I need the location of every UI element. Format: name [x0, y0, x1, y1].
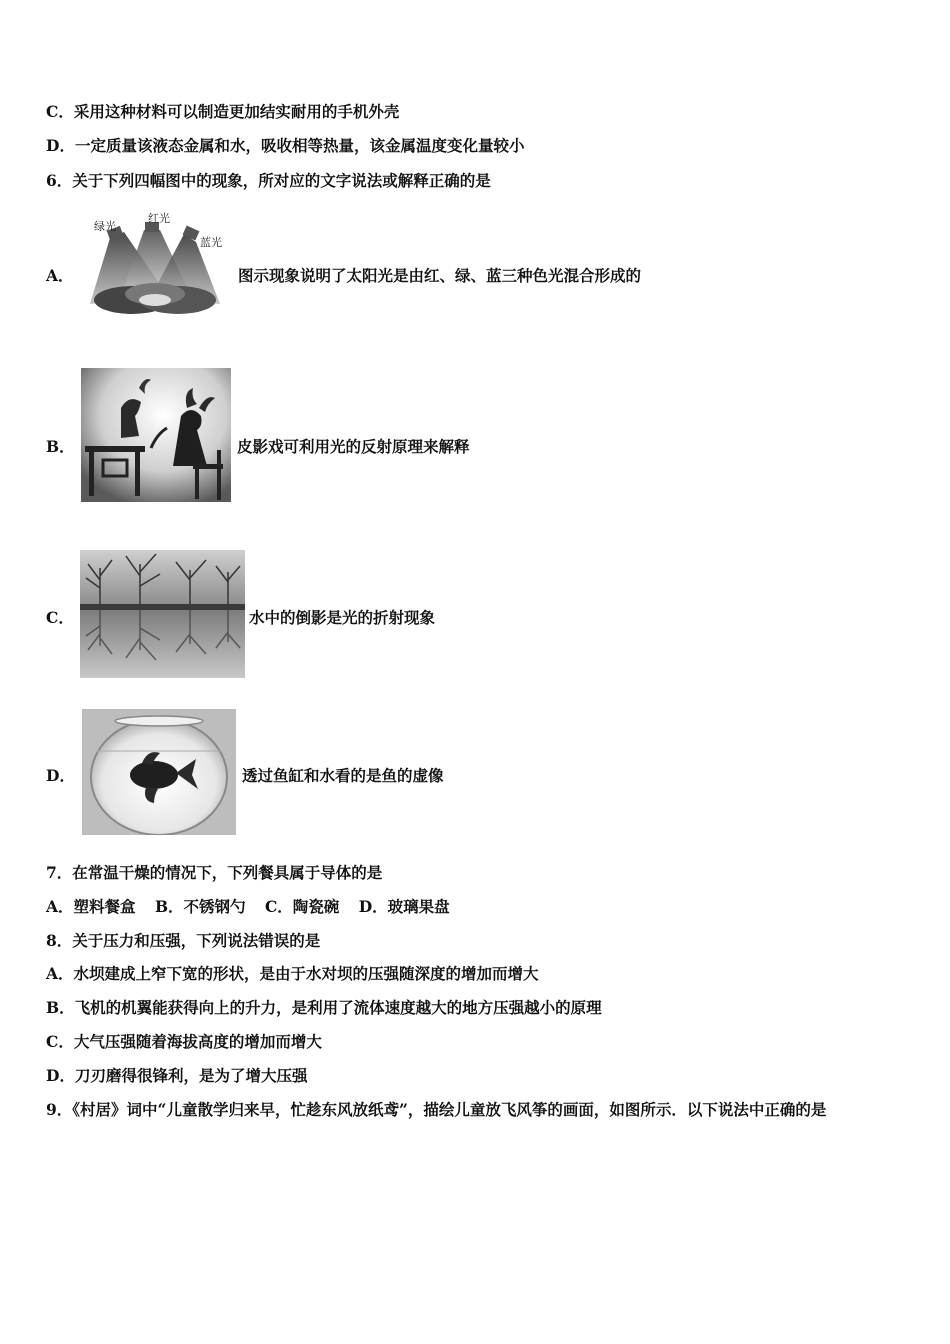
q6-option-b-text: 皮影戏可利用光的反射原理来解释: [237, 437, 470, 456]
fish-bowl-photo: [82, 709, 236, 835]
q6-option-c-letter: C．: [46, 608, 74, 627]
q7-option-b: B．不锈钢勺: [154, 897, 246, 916]
rgb-light-mixing-figure: [80, 208, 230, 322]
q7-options: [46, 897, 464, 917]
red-light-label: 红光: [148, 212, 170, 225]
green-light-label: 绿光: [94, 220, 116, 233]
q8-stem: 8．关于压力和压强，下列说法错误的是: [46, 931, 321, 950]
q6-option-a-letter: A．: [46, 266, 74, 285]
q6-option-a-text: 图示现象说明了太阳光是由红、绿、蓝三种色光混合形成的: [238, 266, 642, 285]
q8-option-b: B．飞机的机翼能获得向上的升力，是利用了流体速度越大的地方压强越小的原理: [46, 998, 602, 1017]
water-reflection-photo: [80, 550, 245, 678]
prev-option-d: D．一定质量该液态金属和水，吸收相等热量，该金属温度变化量较小: [46, 136, 525, 155]
q7-option-a: A．塑料餐盒: [46, 897, 136, 916]
q6-option-d-text: 透过鱼缸和水看的是鱼的虚像: [242, 766, 444, 785]
q8-option-a: A．水坝建成上窄下宽的形状，是由于水对坝的压强随深度的增加而增大: [46, 964, 539, 983]
q7-stem: 7．在常温干燥的情况下，下列餐具属于导体的是: [46, 863, 383, 882]
q7-option-d: D．玻璃果盘: [358, 897, 450, 916]
shadow-play-photo: [81, 368, 231, 502]
blue-light-label: 蓝光: [200, 236, 222, 249]
prev-option-c: C．采用这种材料可以制造更加结实耐用的手机外壳: [46, 102, 400, 121]
q8-option-c: C．大气压强随着海拔高度的增加而增大: [46, 1032, 322, 1051]
q6-stem: 6．关于下列四幅图中的现象，所对应的文字说法或解释正确的是: [46, 171, 491, 190]
q7-option-c: C．陶瓷碗: [264, 897, 340, 916]
q6-option-b-letter: B．: [46, 437, 75, 456]
q9-stem: 9．《村居》词中“儿童散学归来早，忙趁东风放纸鸢”，描绘儿童放飞风筝的画面，如图所示．以下说法中正确的是: [46, 1100, 827, 1119]
q8-option-d: D．刀刃磨得很锋利，是为了增大压强: [46, 1066, 308, 1085]
q6-option-c-text: 水中的倒影是光的折射现象: [249, 608, 436, 627]
q6-option-d-letter: D．: [46, 766, 75, 785]
